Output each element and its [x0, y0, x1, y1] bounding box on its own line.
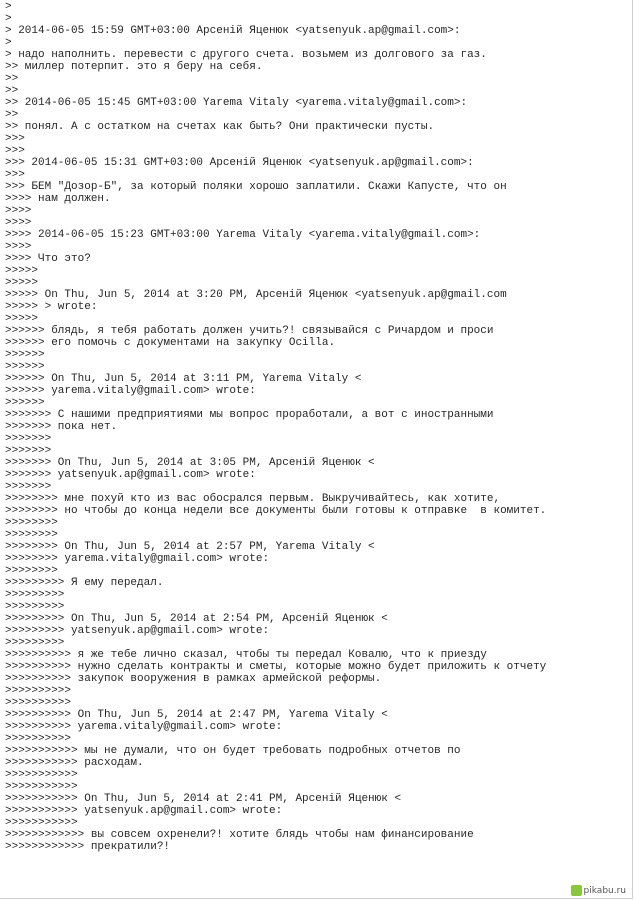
email-line: >>>>: [5, 205, 32, 217]
email-line: >>> БЕМ "Дозор-Б", за который поляки хорошо заплатили. Скажи Капусте, что он: [5, 181, 507, 193]
email-line: >> миллер потерпит. это я беру на себя.: [5, 61, 263, 73]
email-line: >: [5, 13, 12, 25]
email-line: >>>>>> блядь, я тебя работать должен учить?! связывайся с Ричардом и проси: [5, 325, 494, 337]
email-line: >>: [5, 109, 19, 121]
email-line: >>>>>>>>>>: [5, 697, 72, 709]
email-line: >>>>>>> yatsenyuk.ap@gmail.com> wrote:: [5, 469, 256, 481]
email-line: >>>>>>>>>>: [5, 685, 72, 697]
quoted-email-thread: [5, 1, 629, 853]
email-line: >>>>>>>: [5, 445, 52, 457]
email-line: >>>>>>>>> Я ему передал.: [5, 577, 164, 589]
email-line: >> понял. А с остатком на счетах как быть? Они практически пусты.: [5, 121, 435, 133]
email-line: >>>>>>>>>: [5, 601, 65, 613]
email-line: >>: [5, 73, 19, 85]
email-line: >>>>>>>>: [5, 529, 58, 541]
email-line: >>>>>>>>> On Thu, Jun 5, 2014 at 2:54 PM, Арсеній Яценюк <: [5, 613, 388, 625]
email-line: >>>>>>>>>>: [5, 733, 72, 745]
email-line: >>>>>>>> On Thu, Jun 5, 2014 at 2:57 PM, Yarema Vitaly <: [5, 541, 375, 553]
email-line: >>>>>> On Thu, Jun 5, 2014 at 3:11 PM, Yarema Vitaly <: [5, 373, 362, 385]
email-line: >>>>>>>>>>> On Thu, Jun 5, 2014 at 2:41 PM, Арсеній Яценюк <: [5, 793, 402, 805]
email-line: >>>>>>>>>>>> прекратили?!: [5, 841, 171, 853]
email-line: >>>>>>>>>: [5, 589, 65, 601]
email-line: >>>>>: [5, 313, 39, 325]
email-line: >>>>>>> пока нет.: [5, 421, 118, 433]
email-line: >>>: [5, 145, 25, 157]
email-line: >>>: [5, 133, 25, 145]
email-line: >> 2014-06-05 15:45 GMT+03:00 Yarema Vitaly <yarema.vitaly@gmail.com>:: [5, 97, 468, 109]
email-line: >>>>>>> С нашими предприятиями мы вопрос проработали, а вот с иностранными: [5, 409, 494, 421]
email-line: >>>>>>>: [5, 433, 52, 445]
email-line: >>>>>>>>: [5, 565, 58, 577]
email-line: >: [5, 37, 12, 49]
email-line: >>>>>>>>> yatsenyuk.ap@gmail.com> wrote:: [5, 625, 270, 637]
email-line: >>>>>> yarema.vitaly@gmail.com> wrote:: [5, 385, 256, 397]
email-line: >>> 2014-06-05 15:31 GMT+03:00 Арсеній Яценюк <yatsenyuk.ap@gmail.com>:: [5, 157, 474, 169]
email-line: >>>>>>>> yarema.vitaly@gmail.com> wrote:: [5, 553, 270, 565]
email-line: >>>>>>: [5, 397, 45, 409]
email-line: >>>>>>>> мне похуй кто из вас обосрался первым. Выкручивайтесь, как хотите,: [5, 493, 501, 505]
email-line: >: [5, 1, 12, 13]
email-line: >>>>>>>>>>>> вы совсем охренели?! хотите блядь чтобы нам финансирование: [5, 829, 474, 841]
email-line: >>>: [5, 169, 25, 181]
email-line: >>>>>> его помочь с документами на закупку Ocilla.: [5, 337, 336, 349]
email-line: >>>>>>: [5, 361, 45, 373]
email-line: >>>>>>>>>>>: [5, 817, 78, 829]
email-line: >>>>>>>: [5, 481, 52, 493]
email-line: >>>>>>>>>> yarema.vitaly@gmail.com> wrote:: [5, 721, 283, 733]
email-line: >>>> нам должен.: [5, 193, 111, 205]
email-line: >>>>: [5, 241, 32, 253]
email-line: >>>>>>>>>>>: [5, 769, 78, 781]
email-line: >>>>>>>>>>>: [5, 781, 78, 793]
email-line: > 2014-06-05 15:59 GMT+03:00 Арсеній Яценюк <yatsenyuk.ap@gmail.com>:: [5, 25, 461, 37]
email-line: >>>>>>>>>> закупок вооружения в рамках армейской реформы.: [5, 673, 382, 685]
email-line: >>>>>>>>>> нужно сделать контракты и сметы, которые можно будет приложить к отчету: [5, 661, 547, 673]
email-line: >>>>>>>>>: [5, 637, 65, 649]
email-line: > надо наполнить. перевести с другого счета. возьмем из долгового за газ.: [5, 49, 487, 61]
email-line: >>>>> On Thu, Jun 5, 2014 at 3:20 PM, Арсеній Яценюк <yatsenyuk.ap@gmail.com: [5, 289, 507, 301]
email-line: >>>>> > wrote:: [5, 301, 98, 313]
email-line: >>>>>>>>>>> yatsenyuk.ap@gmail.com> wrote:: [5, 805, 283, 817]
email-line: >>>> 2014-06-05 15:23 GMT+03:00 Yarema Vitaly <yarema.vitaly@gmail.com>:: [5, 229, 481, 241]
email-line: >>>>>>: [5, 349, 45, 361]
email-line: >>>>>>>> но чтобы до конца недели все документы были готовы к отправке в комитет.: [5, 505, 547, 517]
email-line: >>>>>: [5, 277, 39, 289]
email-line: >>>>>: [5, 265, 39, 277]
email-line: >>>>: [5, 217, 32, 229]
email-line: >>>>>>>>>> On Thu, Jun 5, 2014 at 2:47 PM, Yarema Vitaly <: [5, 709, 388, 721]
email-line: >>>>>>>>>>> мы не думали, что он будет требовать подробных отчетов по: [5, 745, 461, 757]
email-line: >>>>>>> On Thu, Jun 5, 2014 at 3:05 PM, Арсеній Яценюк <: [5, 457, 375, 469]
email-line: >>>> Что это?: [5, 253, 91, 265]
email-line: >>>>>>>>>> я же тебе лично сказал, чтобы ты передал Ковалю, что к приезду: [5, 649, 487, 661]
pikabu-logo-icon: [571, 885, 582, 896]
watermark: [571, 885, 626, 896]
email-line: >>: [5, 85, 19, 97]
email-line: >>>>>>>>: [5, 517, 58, 529]
watermark-text: pikabu.ru: [583, 885, 626, 896]
email-line: >>>>>>>>>>> расходам.: [5, 757, 144, 769]
